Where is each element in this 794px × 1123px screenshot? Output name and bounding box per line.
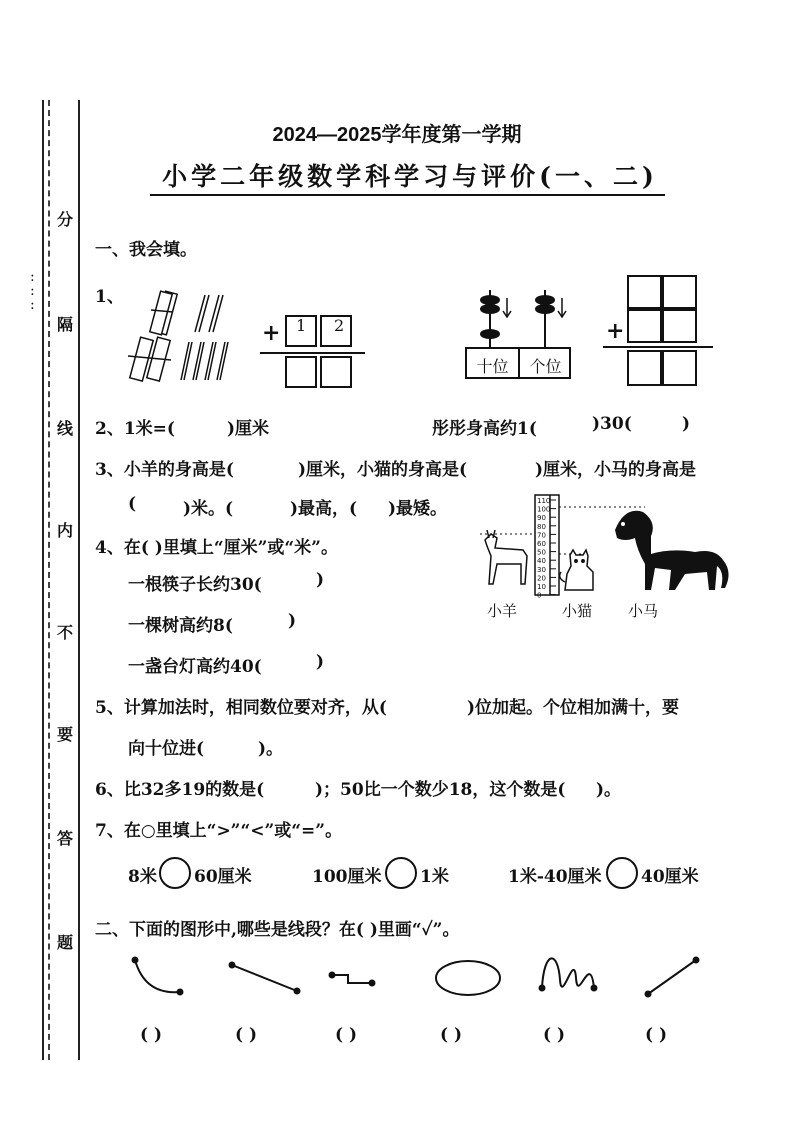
q3-line2-d: )最矮。 xyxy=(388,499,448,519)
q6-b: )；50比一个数少18，这个数是( xyxy=(315,780,566,800)
wave-shape xyxy=(542,958,594,988)
section-2-heading: 二、下面的图形中,哪些是线段？在( )里画“✓”。 xyxy=(95,920,460,940)
compare-circle[interactable] xyxy=(606,857,638,889)
broken-line-shape xyxy=(332,975,372,983)
digit-tens: 1 xyxy=(296,316,307,335)
q2-right-c: ) xyxy=(682,414,691,434)
q3-line1-c: )厘米，小马的身高是 xyxy=(535,460,697,480)
answer-slot[interactable]: ( ) xyxy=(140,1025,163,1045)
q4-close: ) xyxy=(288,611,297,631)
ellipse-shape xyxy=(436,961,500,995)
answer-box[interactable] xyxy=(627,309,662,343)
section-1-heading: 一、我会填。 xyxy=(95,240,197,260)
ruler-tick-label: 100 xyxy=(537,505,551,514)
compare-right: 40厘米 xyxy=(641,867,699,887)
curve-shape xyxy=(135,960,180,992)
ruler-tick-label: 0 xyxy=(537,591,542,600)
answer-box[interactable] xyxy=(285,356,317,388)
title-underline xyxy=(150,194,665,196)
answer-slot[interactable]: ( ) xyxy=(645,1025,668,1045)
label-tens: 十位 xyxy=(476,357,509,376)
digit-ones: 2 xyxy=(334,316,345,335)
sum-line xyxy=(603,346,713,348)
ruler-ticks xyxy=(537,497,556,600)
answer-slot[interactable]: ( ) xyxy=(440,1025,463,1045)
answer-box[interactable] xyxy=(627,275,662,309)
q2-right-b: )30( xyxy=(592,414,632,434)
margin-char: 线 xyxy=(56,419,73,438)
q7-prompt: 7、在○里填上“>”“<”或“=”。 xyxy=(95,821,343,841)
q2-left-end: )厘米 xyxy=(227,419,270,439)
plus-sign: + xyxy=(606,318,625,344)
compare-right: 60厘米 xyxy=(194,867,252,887)
q4-prompt: 4、在( )里填上“厘米”或“米”。 xyxy=(95,538,338,558)
compare-circle[interactable] xyxy=(159,857,191,889)
q5-line1-b: )位加起。个位相加满十，要 xyxy=(467,698,680,718)
q3-line1-b: )厘米，小猫的身高是( xyxy=(298,460,468,480)
cat-figure xyxy=(560,550,593,590)
ruler-tick-label: 70 xyxy=(537,531,546,540)
compare-left: 100厘米 xyxy=(312,867,382,887)
animal-label: 小马 xyxy=(628,602,659,620)
answer-box[interactable] xyxy=(320,356,352,388)
height-figure xyxy=(475,492,745,600)
margin-char: 不 xyxy=(56,623,73,642)
ruler-tick-label: 40 xyxy=(537,557,546,566)
q4-close: ) xyxy=(316,570,325,590)
segment-shape xyxy=(232,965,297,991)
q4-close: ) xyxy=(316,652,325,672)
animal-label: 小猫 xyxy=(562,602,593,620)
q3-line2-a: ( xyxy=(128,494,137,514)
margin-char: 内 xyxy=(56,521,73,540)
ruler-tick-label: 10 xyxy=(537,583,546,591)
margin-char: 答 xyxy=(56,829,73,848)
q1-number: 1、 xyxy=(95,287,124,307)
q6-c: )。 xyxy=(596,780,622,800)
answer-box[interactable] xyxy=(285,315,317,347)
sticks-illustration xyxy=(125,290,235,385)
ruler-tick-label: 60 xyxy=(537,540,546,548)
q4-item-1: 一根筷子长约30( xyxy=(128,575,262,595)
compare-left: 1米-40厘米 xyxy=(508,867,602,887)
goat-figure xyxy=(485,530,527,584)
margin-char: 题 xyxy=(56,933,73,952)
sum-line xyxy=(260,352,365,354)
shapes-row xyxy=(120,950,720,1010)
q4-item-2: 一棵树高约8( xyxy=(128,616,233,636)
page-title: 小学二年级数学科学习与评价(一、二) xyxy=(162,162,658,191)
compare-left: 8米 xyxy=(128,867,157,887)
margin-char: 隔 xyxy=(56,315,73,334)
term-heading: 2024—2025学年度第一学期 xyxy=(272,124,522,146)
segment-shape xyxy=(648,960,696,994)
q5-line2-a: 向十位进( xyxy=(128,739,205,759)
q3-line1-a: 3、小羊的身高是( xyxy=(95,460,234,480)
binding-margin xyxy=(42,100,84,1060)
animal-label: 小羊 xyxy=(487,602,518,620)
label-ones: 个位 xyxy=(529,357,562,376)
horse-figure xyxy=(615,511,729,590)
ruler-tick-label: 50 xyxy=(537,548,546,557)
margin-char: 分 xyxy=(56,210,73,229)
compare-right: 1米 xyxy=(420,867,449,887)
margin-dots: : : : xyxy=(30,269,35,313)
answer-slot[interactable]: ( ) xyxy=(543,1025,566,1045)
place-value-board xyxy=(465,347,571,379)
ruler-tick-label: 90 xyxy=(537,514,546,523)
q5-line2-b: )。 xyxy=(258,739,284,759)
q2-right-a: 彤彤身高约1( xyxy=(432,419,537,439)
q3-line2-b: )米。( xyxy=(183,499,234,519)
q4-item-3: 一盏台灯高约40( xyxy=(128,657,262,677)
answer-box[interactable] xyxy=(320,315,352,347)
answer-box[interactable] xyxy=(662,275,697,309)
answer-box[interactable] xyxy=(662,350,697,386)
plus-sign: + xyxy=(262,320,281,346)
q3-line2-c: )最高，( xyxy=(290,499,358,519)
q2-left-start: 2、1米=( xyxy=(95,419,175,439)
ruler-tick-label: 80 xyxy=(537,522,546,531)
answer-slot[interactable]: ( ) xyxy=(235,1025,258,1045)
q5-line1-a: 5、计算加法时，相同数位要对齐，从( xyxy=(95,698,387,718)
abacus-illustration xyxy=(465,288,575,348)
answer-slot[interactable]: ( ) xyxy=(335,1025,358,1045)
compare-circle[interactable] xyxy=(385,857,417,889)
ruler-tick-label: 30 xyxy=(537,565,546,574)
margin-char: 要 xyxy=(56,725,73,744)
ruler-tick-label: 110 xyxy=(537,497,551,505)
ruler-tick-label: 20 xyxy=(537,574,546,583)
answer-box[interactable] xyxy=(662,309,697,343)
answer-box[interactable] xyxy=(627,350,662,386)
q6-a: 6、比32多19的数是( xyxy=(95,780,265,800)
